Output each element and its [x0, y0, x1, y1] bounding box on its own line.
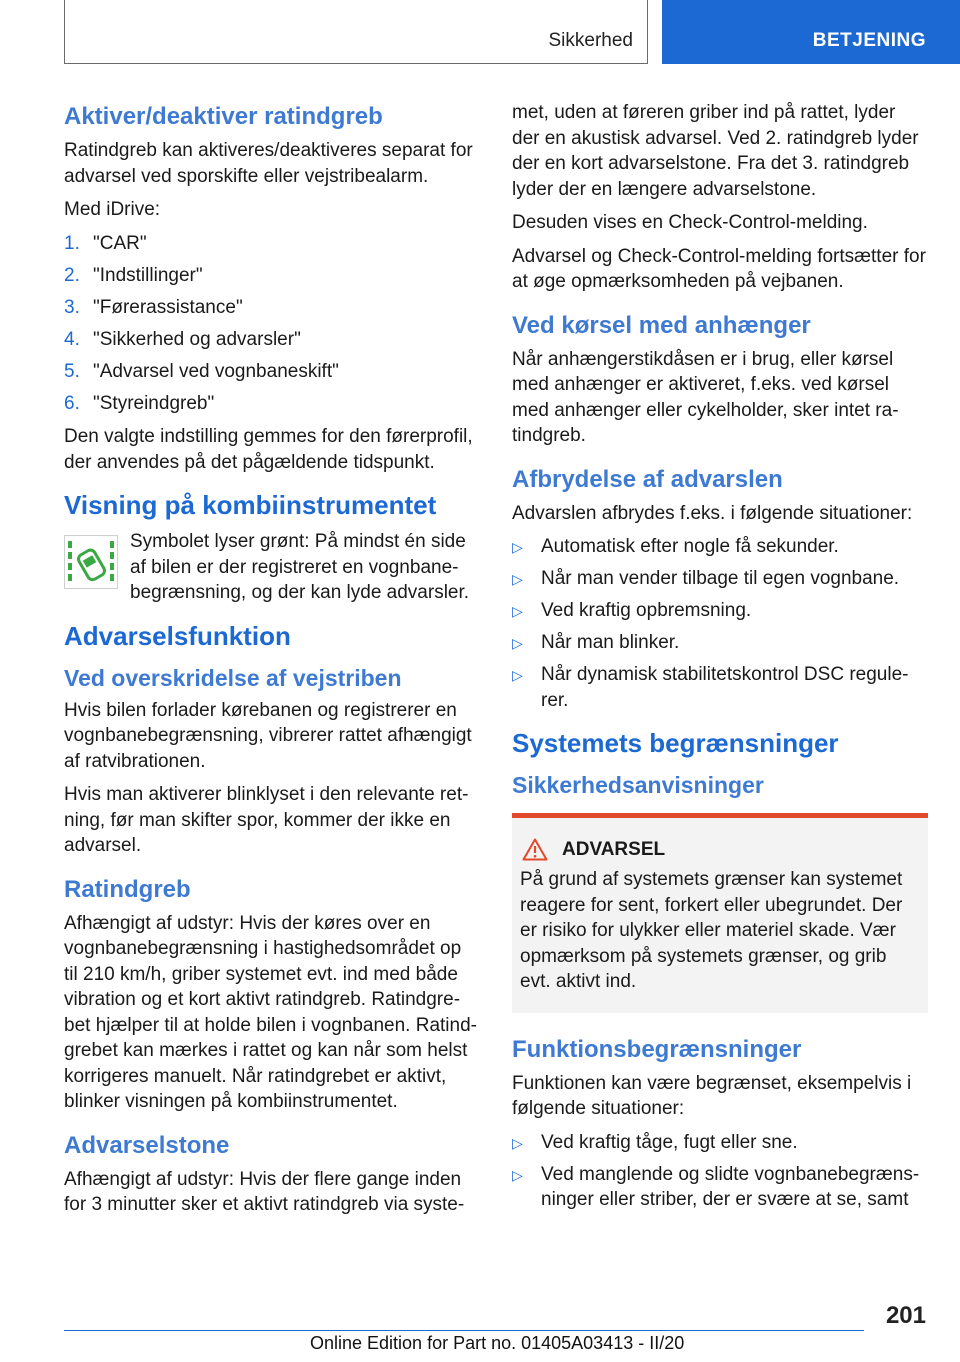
list-item: [512, 662, 928, 713]
header-section-box: [64, 0, 648, 64]
bullet-triangle-icon: ▷: [512, 603, 523, 619]
step-item: [64, 327, 480, 353]
list-item: [512, 534, 928, 560]
list-item: [512, 1162, 928, 1213]
step-number: 3.: [64, 296, 80, 318]
heading-activate: Aktiver/deaktiver ratindgreb: [64, 103, 383, 130]
interrupt-list: [512, 534, 928, 713]
step-item: [64, 231, 480, 257]
bullet-triangle-icon: ▷: [512, 1134, 523, 1151]
heading-interrupt: Afbrydelse af advarslen: [512, 465, 783, 493]
step-item: [64, 295, 480, 321]
heading-safety-notes: Sikkerhedsanvisninger: [512, 772, 764, 798]
para-trailer: Når anhængerstikdåsen er i brug, eller kørsel med anhænger er aktiveret, f.eks. ved kørsel med anhænger eller cykelholder, sker intet ra-tindgreb.: [512, 348, 899, 446]
bullet-triangle-icon: ▷: [512, 539, 523, 555]
left-column: [64, 100, 480, 1226]
step-number: 2.: [64, 264, 80, 286]
para-function-limits: Funktionen kan være begrænset, eksempelvis i følgende situationer:: [512, 1072, 912, 1119]
list-item-text: Ved kraftig opbremsning.: [541, 600, 752, 621]
step-item: [64, 391, 480, 417]
list-item: [512, 1130, 928, 1156]
step-text: "Sikkerhed og advarsler": [93, 328, 301, 350]
step-number: 5.: [64, 360, 80, 382]
para-tone-continued: met, uden at føreren griber ind på rattet, lyder der en akustisk advarsel. Ved 2. ratindgreb lyder der en kort advarselstone. Fra det 3. ratindgreb lyder der en længere advarselstone.: [512, 102, 919, 200]
step-item: [64, 263, 480, 289]
heading-warning-function: Advarselsfunktion: [64, 620, 291, 651]
right-column: [512, 100, 928, 1221]
heading-warning-tone: Advarselstone: [64, 1131, 230, 1159]
list-item-text: Når dynamisk stabilitetskontrol DSC regule-rer.: [541, 664, 909, 711]
step-number: 4.: [64, 328, 80, 350]
bullet-triangle-icon: ▷: [512, 1166, 523, 1183]
warning-box: [512, 813, 928, 1013]
list-item-text: Når man blinker.: [541, 632, 680, 653]
warning-text: På grund af systemets grænser kan systemet reagere for sent, forkert eller ubegrundet. Der er risiko for ulykker eller materiel skade. Vær opmærksom på systemets grænser, og grib evt. aktivt ind.: [520, 869, 903, 992]
step-text: "Indstillinger": [93, 264, 203, 286]
heading-function-limits: Funktionsbegrænsninger: [512, 1035, 802, 1063]
header-chapter-title: BETJENING: [812, 30, 926, 51]
bullet-triangle-icon: ▷: [512, 571, 523, 587]
heading-display: Visning på kombiinstrumentet: [64, 490, 437, 520]
list-item-text: Ved manglende og slidte vognbanebegræns-ninger eller striber, der er svære at se, samt: [541, 1163, 920, 1210]
footer-divider: [64, 1330, 864, 1331]
header-section-title: Sikkerhed: [548, 30, 633, 51]
list-item: [512, 566, 928, 592]
warning-title: ADVARSEL: [562, 838, 666, 860]
list-item-text: Ved kraftig tåge, fugt eller sne.: [541, 1131, 798, 1153]
para-interrupt: Advarslen afbrydes f.eks. i følgende situationer:: [512, 502, 913, 524]
idrive-steps: [64, 231, 480, 417]
warning-title-row: [520, 838, 920, 861]
heading-trailer: Ved kørsel med anhænger: [512, 311, 811, 339]
header-chapter-tab: [662, 0, 960, 64]
para-crossing-2: Hvis man aktiverer blinklyset i den relevante ret-ning, før man skifter spor, kommer der ikke en advarsel.: [64, 784, 469, 856]
para-activate: Ratindgreb kan aktiveres/deaktiveres separat for advarsel ved sporskifte eller vejstribealarm.: [64, 140, 473, 187]
list-item-text: Automatisk efter nogle få sekunder.: [541, 536, 839, 557]
para-saved: Den valgte indstilling gemmes for den førerprofil, der anvendes på det pågældende tidspunkt.: [64, 426, 473, 473]
symbol-row: [64, 529, 480, 606]
para-steering: Afhængigt af udstyr: Hvis der køres over en vognbanebegrænsning i hastighedsområdet op til 210 km/h, griber systemet evt. ind med både vibration og et kort aktivt ratindgreb. Ratindgre-bet hjælper til at holde bilen i vognbanen. Ratind-grebet kan mærkes i rattet og kan når som helst korrigeres manuelt. Når ratindgrebet er aktivt, blinker visningen på kombiinstrumentet.: [64, 912, 477, 1112]
function-limits-list: [512, 1130, 928, 1213]
para-check-control: Desuden vises en Check-Control-melding.: [512, 212, 868, 233]
list-item: [512, 630, 928, 656]
step-text: "Førerassistance": [93, 296, 243, 318]
list-item: [512, 598, 928, 624]
step-text: "Advarsel ved vognbaneskift": [93, 360, 339, 382]
heading-system-limits: Systemets begrænsninger: [512, 728, 839, 758]
step-item: [64, 359, 480, 385]
warning-triangle-icon: [522, 838, 548, 861]
list-item-text: Når man vender tilbage til egen vognbane.: [541, 568, 900, 589]
step-text: "Styreindgreb": [93, 392, 215, 414]
bullet-triangle-icon: ▷: [512, 635, 523, 651]
para-idrive: Med iDrive:: [64, 199, 161, 220]
heading-crossing: Ved overskridelse af vejstriben: [64, 664, 402, 691]
step-text: "CAR": [93, 232, 147, 254]
para-symbol: Symbolet lyser grønt: På mindst én side af bilen er der registreret en vognbane-begrænsning, og der kan lyde advarsler.: [130, 531, 470, 603]
lane-departure-symbol-icon: [64, 535, 118, 589]
heading-steering-intervention: Ratindgreb: [64, 875, 191, 903]
para-tone: Afhængigt af udstyr: Hvis der flere gange inden for 3 minutter sker et aktivt ratindgreb via syste-: [64, 1168, 465, 1215]
step-number: 6.: [64, 392, 80, 414]
footer-edition: Online Edition for Part no. 01405A03413 - II/20: [310, 1333, 685, 1353]
page-number: 201: [885, 1302, 926, 1329]
para-check-control-2: Advarsel og Check-Control-melding fortsætter for at øge opmærksomheden på vejbanen.: [512, 245, 926, 292]
step-number: 1.: [64, 232, 80, 254]
bullet-triangle-icon: ▷: [512, 667, 523, 683]
para-crossing-1: Hvis bilen forlader kørebanen og registrerer en vognbanebegrænsning, vibrerer rattet afhængigt af ratvibrationen.: [64, 699, 472, 772]
